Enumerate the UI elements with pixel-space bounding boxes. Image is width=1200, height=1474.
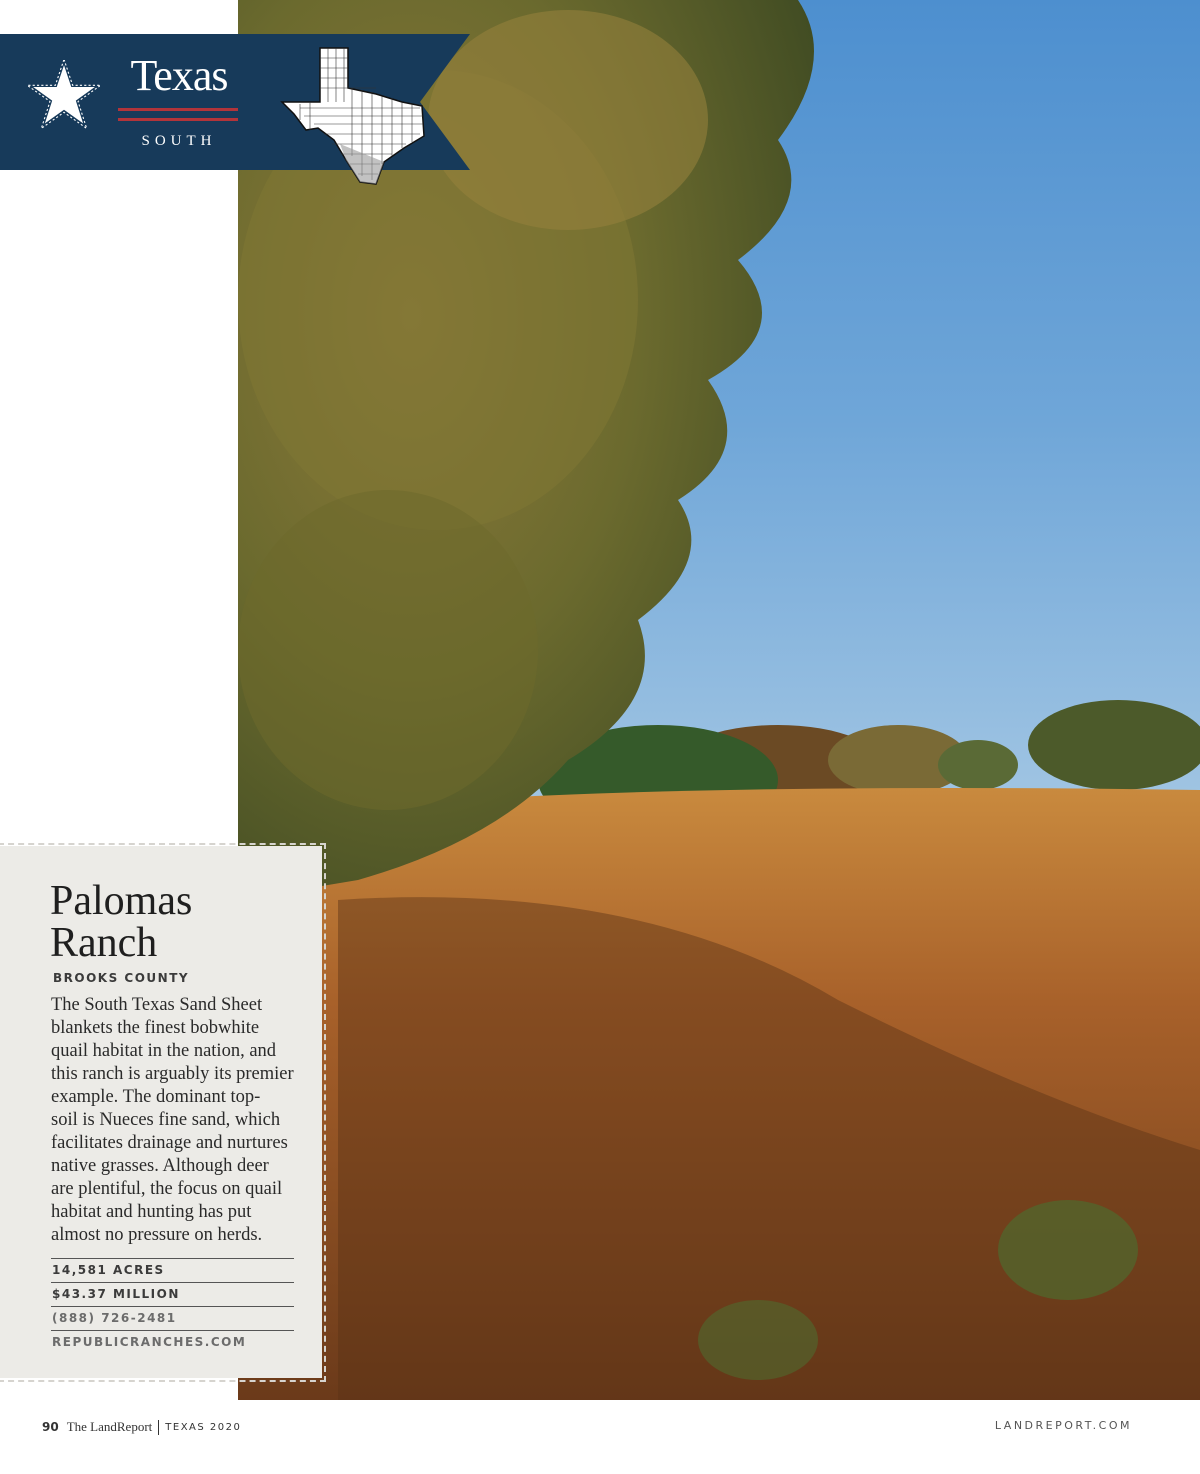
texas-county-map-icon <box>280 44 432 186</box>
description-line: soil is Nueces fine sand, which <box>51 1110 281 1130</box>
website-link[interactable]: REPUBLICRANCHES.COM <box>51 1330 294 1353</box>
listing-title-line-1: Palomas <box>50 878 193 924</box>
listing-title <box>50 880 310 964</box>
description-line: native grasses. Although deer <box>51 1156 269 1176</box>
region-label: SOUTH <box>141 133 217 149</box>
description-line: The South Texas Sand Sheet <box>51 995 263 1015</box>
description-line: almost no pressure on herds. <box>51 1225 263 1245</box>
description-line: facilitates drainage and nurtures <box>51 1133 288 1153</box>
price: $43.37 MILLION <box>51 1282 294 1305</box>
description-line: are plentiful, the focus on quail <box>51 1179 283 1199</box>
acres: 14,581 ACRES <box>51 1258 294 1281</box>
footer-folio <box>42 1418 241 1436</box>
listing-description <box>51 994 311 1247</box>
section-banner <box>0 34 470 170</box>
landscape-photo <box>238 0 1200 1400</box>
phone-number[interactable]: (888) 726-2481 <box>51 1306 294 1329</box>
footer-divider <box>158 1420 159 1435</box>
star-icon <box>28 60 100 130</box>
description-line: habitat and hunting has put <box>51 1202 252 1222</box>
description-line: blankets the finest bobwhite <box>51 1018 260 1038</box>
state-title: Texas <box>130 51 228 100</box>
page-number: 90 <box>42 1420 59 1434</box>
magazine-name: The LandReport <box>66 1419 153 1434</box>
listing-facts <box>51 1258 294 1354</box>
listing-county: BROOKS COUNTY <box>53 971 190 985</box>
issue-label: TEXAS 2020 <box>165 1421 242 1433</box>
description-line: this ranch is arguably its premier <box>51 1064 294 1084</box>
footer-site[interactable]: LANDREPORT.COM <box>994 1419 1132 1432</box>
description-line: quail habitat in the nation, and <box>51 1041 277 1061</box>
listing-title-line-2: Ranch <box>50 920 158 966</box>
description-line: example. The dominant top- <box>51 1087 261 1107</box>
title-rule <box>118 108 238 121</box>
